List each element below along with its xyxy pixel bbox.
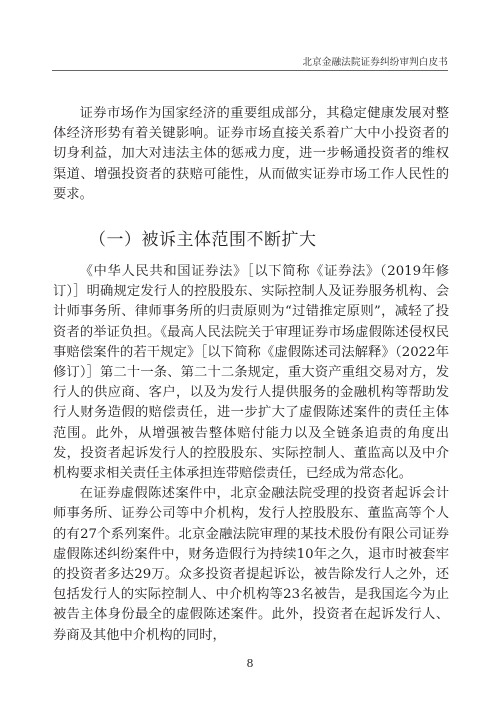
intro-paragraph: 证券市场作为国家经济的重要组成部分，其稳定健康发展对整体经济形势有着关键影响。证券市场直接关系着广大中小投资者的切身利益，加大对违法主体的惩戒力度，进一步畅通投资者的维权渠道、增强投资者的获赔可能性，从而做实证券市场工作人民性的要求。 bbox=[53, 106, 449, 202]
intro-block bbox=[53, 104, 449, 205]
page-number: 8 bbox=[246, 657, 254, 670]
section-heading: （一）被诉主体范围不断扩大 bbox=[89, 230, 317, 250]
running-header: 北京金融法院证券纠纷审判白皮书 bbox=[302, 57, 448, 68]
body-paragraph-1: 《中华人民共和国证券法》［以下简称《证券法》（2019年修订）］明确规定发行人的控股股东、实际控制人及证券服务机构、会计师事务所、律师事务所的归责原则为“过错推定原则”，减轻了投资者的举证负担。《最高人民法院关于审理证券市场虚假陈述侵权民事赔偿案件的若干规定》［以下简称《虚假陈述司法解释》（2022年修订）］第二十一条、第二十二条规定，重大资产重组交易对方，发行人的供应商、客户，以及为发行人提供服务的金融机构等帮助发行人财务造假的赔偿责任，进一步扩大了虚假陈述案件的责任主体范围。此外，从增强被告整体赔付能力以及全链条追责的角度出发，投资者起诉发行人的控股股东、实际控制人、董监高以及中介机构要求相关责任主体承担连带赔偿责任，已经成为常态化。 bbox=[53, 264, 449, 482]
body-paragraph-2: 在证券虚假陈述案件中，北京金融法院受理的投资者起诉会计师事务所、证券公司等中介机构，发行人控股股东、董监高等个人的有27个系列案件。北京金融法院审理的某技术股份有限公司证券虚假陈述纠纷案件中，财务造假行为持续10年之久，退市时被套牢的投资者多达29万。众多投资者提起诉讼，被告除发行人之外，还包括发行人的实际控制人、中介机构等23名被告，是我国迄今为止被告主体身份最全的虚假陈述案件。此外，投资者在起诉发行人、券商及其他中介机构的同时， bbox=[53, 486, 449, 643]
header-rule bbox=[52, 70, 448, 71]
section-body bbox=[53, 262, 449, 646]
